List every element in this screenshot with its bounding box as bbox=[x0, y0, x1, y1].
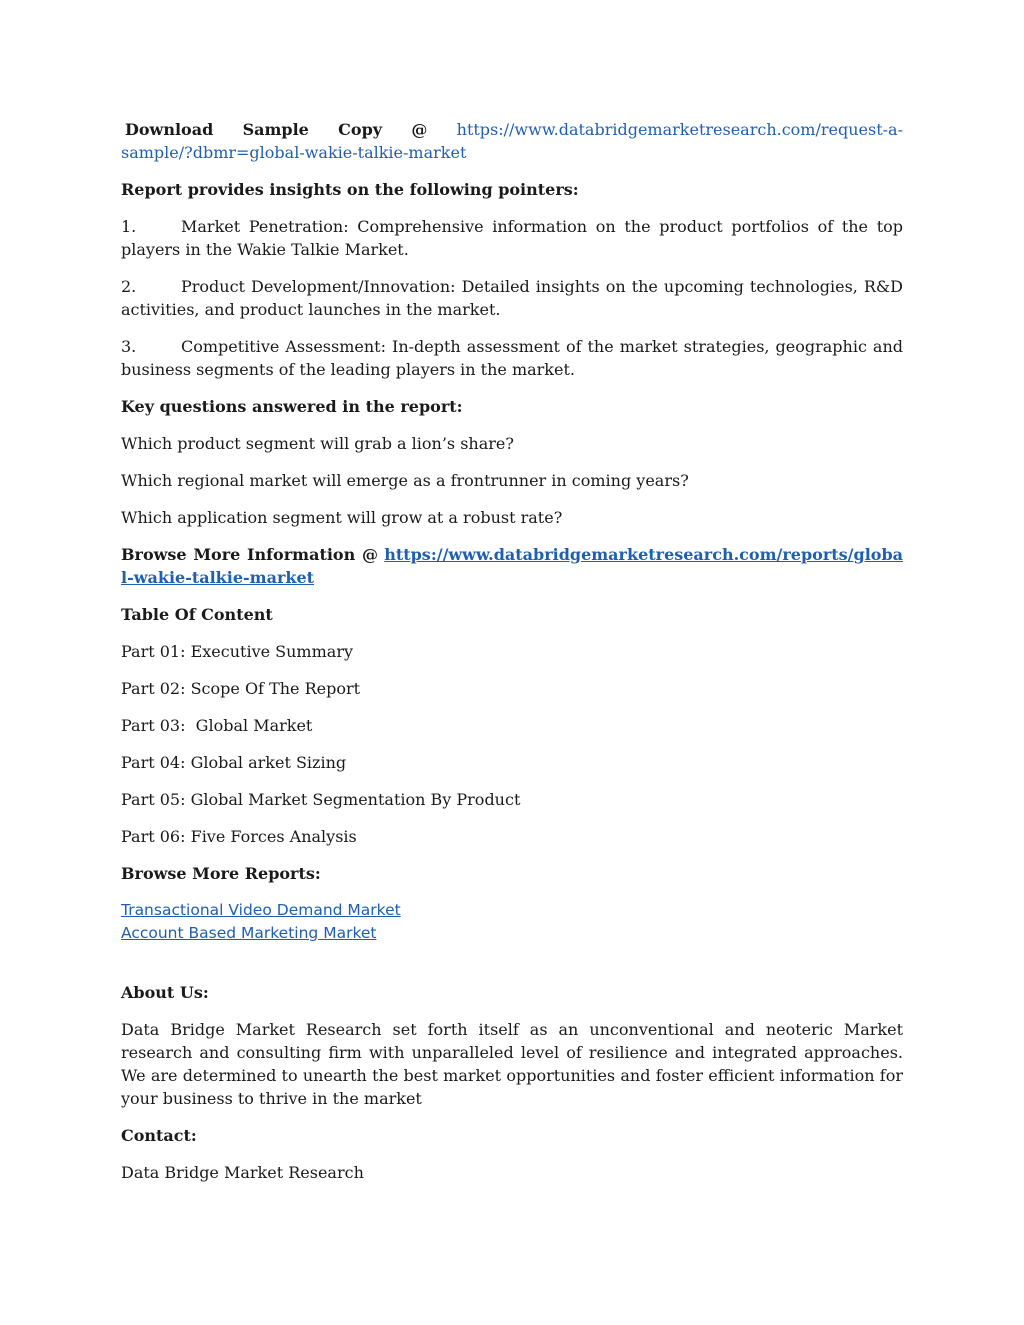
pointers-heading: Report provides insights on the following pointers: bbox=[121, 180, 579, 199]
questions-heading: Key questions answered in the report: bbox=[121, 397, 463, 416]
pointer-number: 2. bbox=[121, 277, 137, 296]
download-label: Download bbox=[125, 120, 214, 139]
pointer-number: 1. bbox=[121, 217, 137, 236]
contact-text: Data Bridge Market Research bbox=[121, 1163, 364, 1182]
at-label: @ bbox=[411, 120, 428, 139]
related-reports-list bbox=[121, 899, 903, 945]
toc-heading: Table Of Content bbox=[121, 605, 273, 624]
toc-item: Part 03: Global Market bbox=[121, 716, 313, 735]
sample-url-link-part-1[interactable]: https://www.databridgemarketresearch.com/request-a- bbox=[456, 120, 903, 139]
toc-item: Part 01: Executive Summary bbox=[121, 642, 353, 661]
related-report-link[interactable]: Transactional Video Demand Market bbox=[121, 901, 401, 919]
pointer-text: Competitive Assessment: In-depth assessment of the market strategies, geographic and business segments of the leading players in the market. bbox=[121, 337, 903, 379]
sample-url-link-part-2[interactable]: sample/?dbmr=global-wakie-talkie-market bbox=[121, 143, 467, 162]
question-item: Which regional market will emerge as a frontrunner in coming years? bbox=[121, 471, 689, 490]
toc-item: Part 04: Global arket Sizing bbox=[121, 753, 347, 772]
browse-info-line bbox=[121, 543, 903, 589]
pointer-item-2 bbox=[121, 275, 903, 321]
question-item: Which application segment will grow at a robust rate? bbox=[121, 508, 563, 527]
document-page bbox=[121, 118, 903, 1198]
about-text: Data Bridge Market Research set forth itself as an unconventional and neoteric Market research and consulting firm with unparalleled level of resilience and integrated approaches. We are determined to unearth the best market opportunities and foster efficient information for your business to thrive in the market bbox=[121, 1020, 903, 1108]
browse-info-label: Browse More Information @ bbox=[121, 545, 378, 564]
download-sample-line bbox=[121, 118, 903, 141]
sample-label: Sample bbox=[242, 120, 309, 139]
pointer-item-1 bbox=[121, 215, 903, 261]
about-heading: About Us: bbox=[121, 983, 209, 1002]
browse-reports-heading: Browse More Reports: bbox=[121, 864, 321, 883]
toc-item: Part 02: Scope Of The Report bbox=[121, 679, 361, 698]
contact-heading: Contact: bbox=[121, 1126, 197, 1145]
toc-item: Part 05: Global Market Segmentation By Product bbox=[121, 790, 521, 809]
pointer-text: Product Development/Innovation: Detailed insights on the upcoming technologies, R&D activities, and product launches in the market. bbox=[121, 277, 903, 319]
question-item: Which product segment will grab a lion’s share? bbox=[121, 434, 514, 453]
download-sample-block bbox=[121, 118, 903, 164]
pointer-item-3 bbox=[121, 335, 903, 381]
pointer-text: Market Penetration: Comprehensive information on the product portfolios of the top players in the Wakie Talkie Market. bbox=[121, 217, 903, 259]
report-url-link[interactable]: https://www.databridgemarketresearch.com/reports/global-wakie-talkie-market bbox=[121, 545, 903, 587]
toc-item: Part 06: Five Forces Analysis bbox=[121, 827, 357, 846]
pointer-number: 3. bbox=[121, 337, 137, 356]
copy-label: Copy bbox=[338, 120, 383, 139]
related-report-link[interactable]: Account Based Marketing Market bbox=[121, 924, 377, 942]
